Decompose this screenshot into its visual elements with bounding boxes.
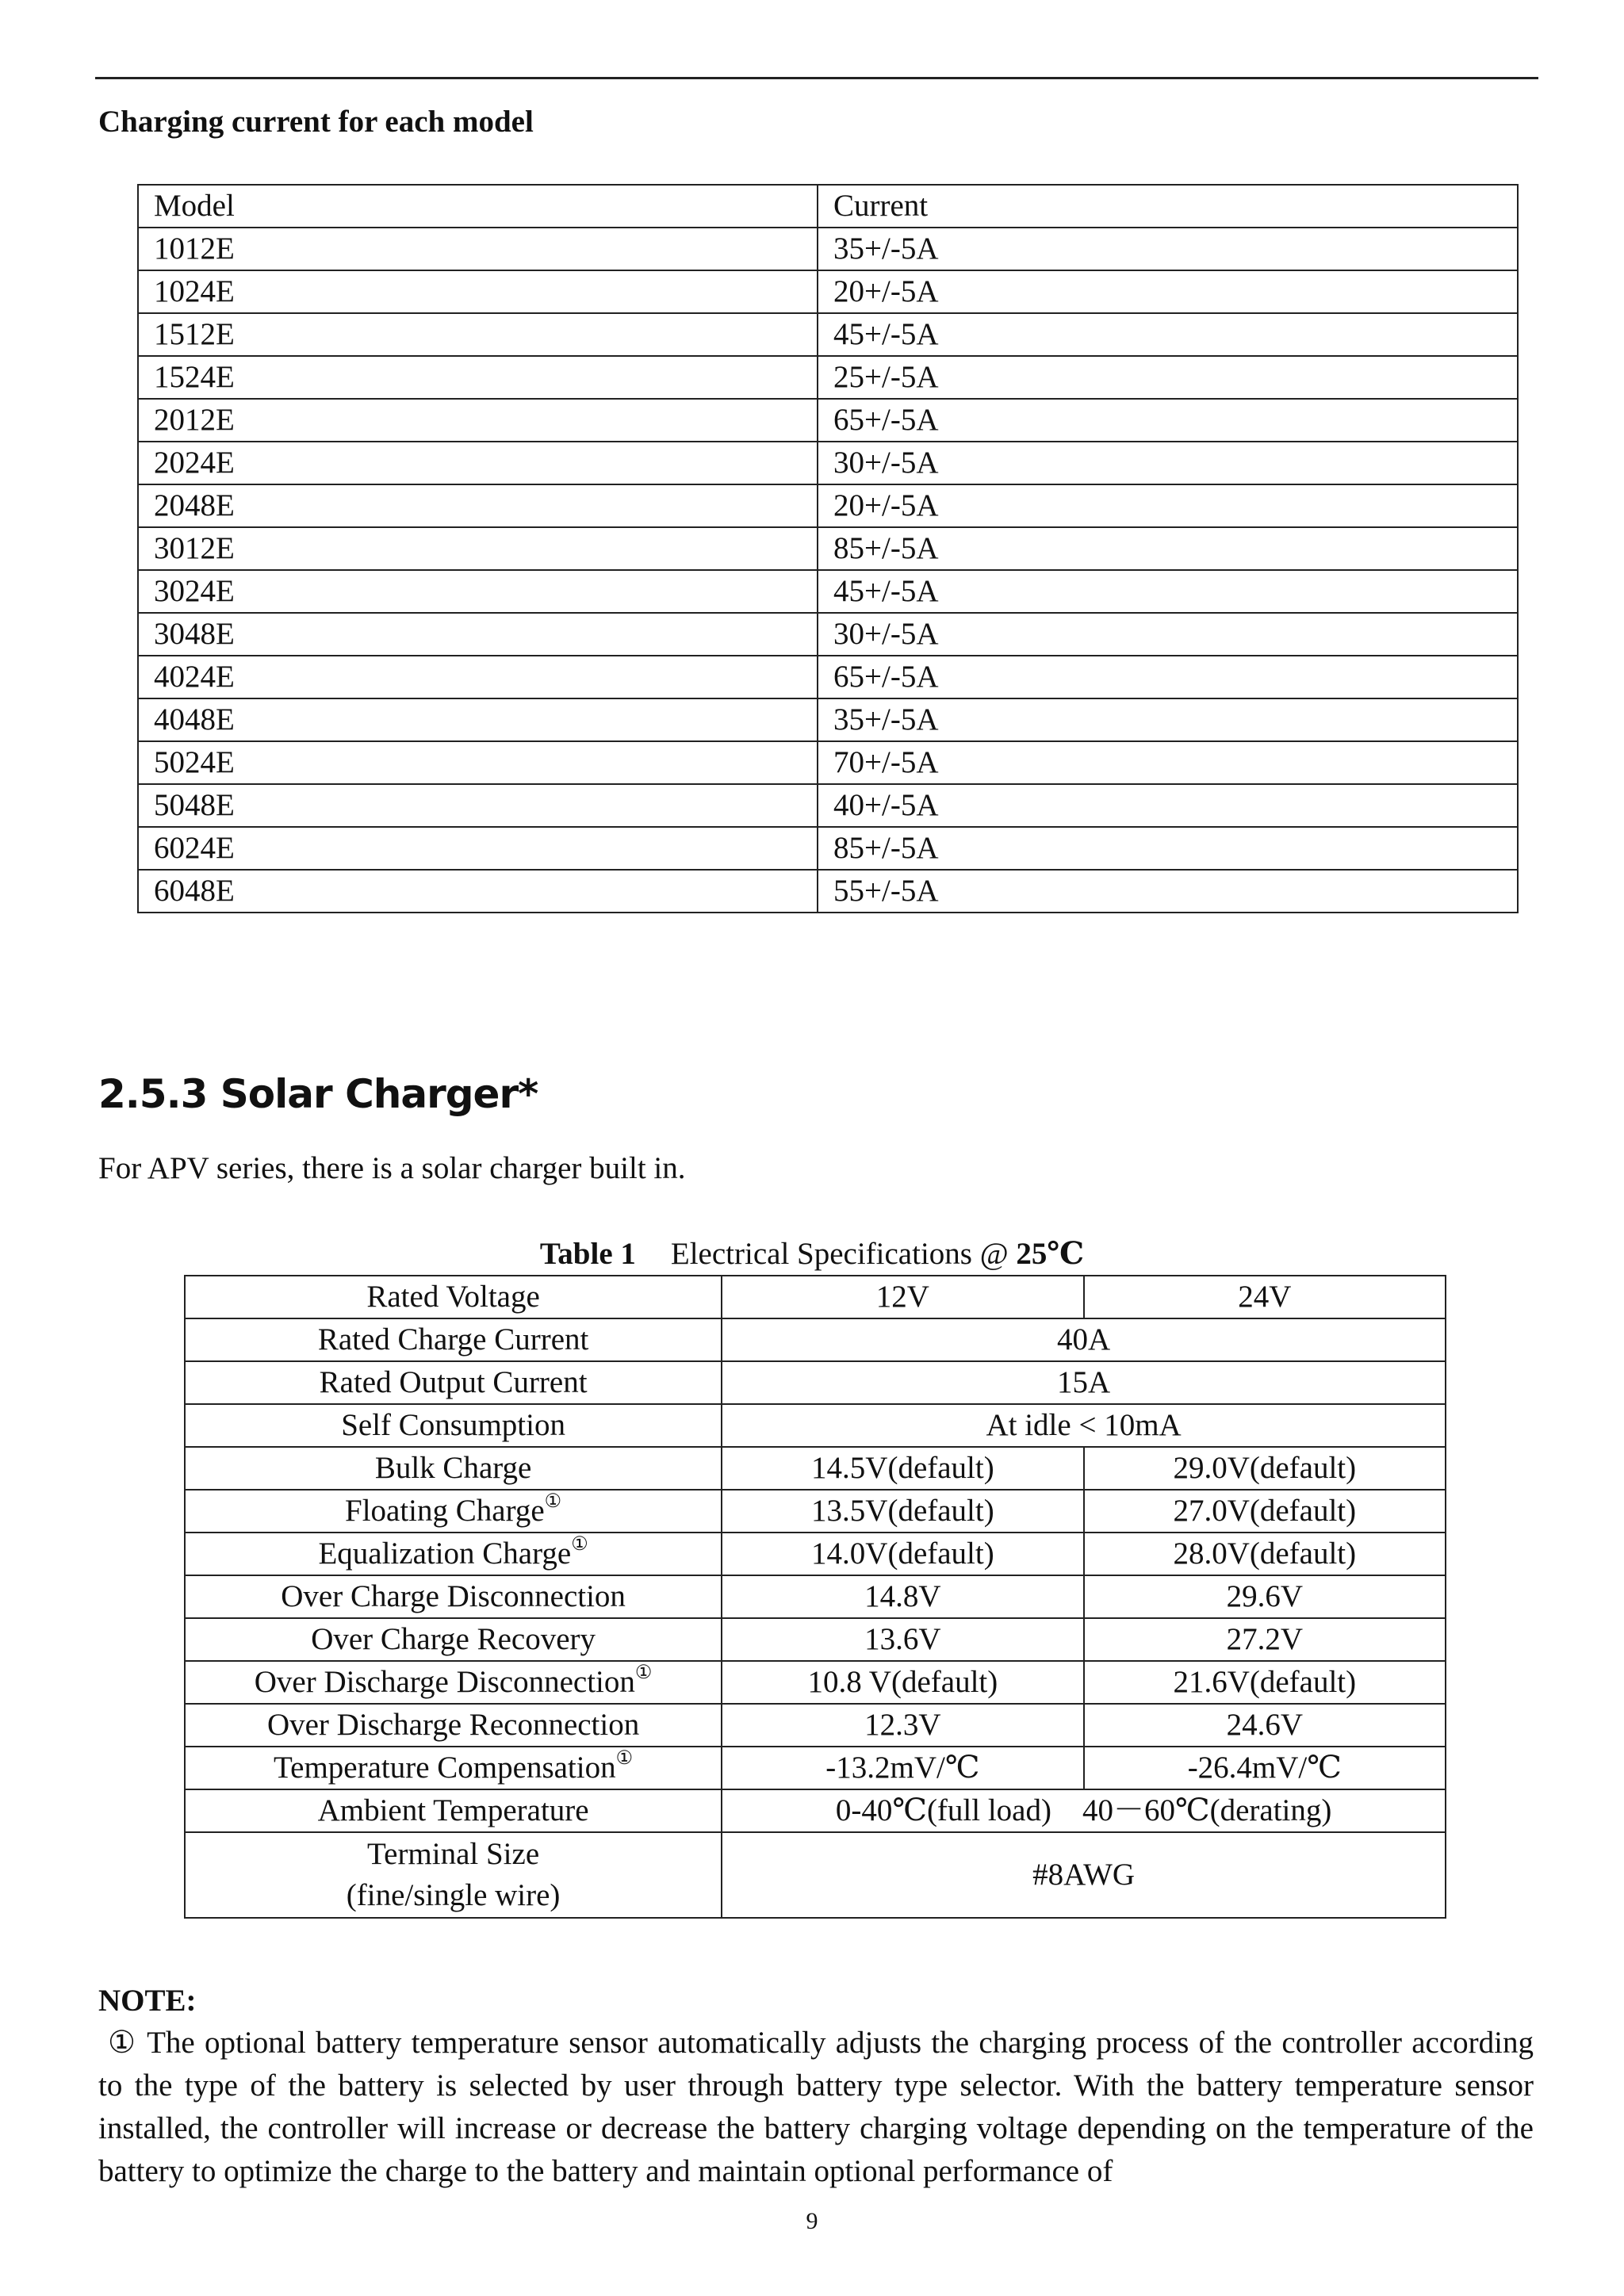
spec-param: Rated Output Current [185, 1361, 722, 1404]
table-row [185, 1661, 1446, 1704]
spec-value: 15A [722, 1361, 1446, 1404]
spec-value-12v: 14.5V(default) [722, 1447, 1083, 1490]
electrical-specifications-table [184, 1275, 1446, 1919]
table-row [138, 570, 1518, 613]
current-cell: 25+/-5A [818, 356, 1518, 399]
model-cell: 3024E [138, 570, 818, 613]
model-cell: 2024E [138, 442, 818, 484]
table-row [185, 1832, 1446, 1918]
spec-value-24v: -26.4mV/℃ [1084, 1747, 1446, 1789]
spec-value-12v: 14.0V(default) [722, 1533, 1083, 1575]
model-cell: 6048E [138, 870, 818, 913]
table-row [185, 1447, 1446, 1490]
table-row [185, 1361, 1446, 1404]
table-row [138, 228, 1518, 270]
table-caption-text: Electrical Specifications @ [670, 1237, 1017, 1271]
spec-value: 40A [722, 1318, 1446, 1361]
model-cell: 5024E [138, 741, 818, 784]
table-caption-label: Table 1 [539, 1237, 636, 1271]
table-row [185, 1276, 1446, 1318]
table-row [138, 613, 1518, 656]
table-row [185, 1404, 1446, 1447]
current-cell: 35+/-5A [818, 228, 1518, 270]
table-caption-temp: 25℃ [1016, 1237, 1085, 1271]
current-cell: 20+/-5A [818, 484, 1518, 527]
charging-current-heading: Charging current for each model [98, 105, 534, 139]
spec-param: Self Consumption [185, 1404, 722, 1447]
current-cell: 85+/-5A [818, 827, 1518, 870]
spec-value-12v: 13.5V(default) [722, 1490, 1083, 1533]
model-cell: 4024E [138, 656, 818, 698]
model-cell: 1512E [138, 313, 818, 356]
model-cell: 2012E [138, 399, 818, 442]
table-row [138, 784, 1518, 827]
footnote-marker: ① [634, 1663, 653, 1683]
table-row [138, 698, 1518, 741]
spec-param: Ambient Temperature [185, 1789, 722, 1832]
spec-param [185, 1490, 722, 1533]
table-row [138, 399, 1518, 442]
table-header-row [138, 185, 1518, 228]
spec-param [185, 1533, 722, 1575]
spec-value-12v: -13.2mV/℃ [722, 1747, 1083, 1789]
current-cell: 65+/-5A [818, 399, 1518, 442]
current-cell: 55+/-5A [818, 870, 1518, 913]
spec-param [185, 1661, 722, 1704]
spec-param-text: Over Discharge Disconnection [254, 1665, 635, 1699]
table-row [185, 1575, 1446, 1618]
footnote-marker: ① [615, 1748, 634, 1769]
section-title: 2.5.3 Solar Charger* [98, 1071, 538, 1117]
spec-param: Over Charge Disconnection [185, 1575, 722, 1618]
spec-value-24v: 28.0V(default) [1084, 1533, 1446, 1575]
spec-value-24v: 27.0V(default) [1084, 1490, 1446, 1533]
note-paragraph [98, 2022, 1534, 2193]
note-title: NOTE: [98, 1984, 197, 2018]
model-cell: 2048E [138, 484, 818, 527]
spec-value-12v: 12V [722, 1276, 1083, 1318]
current-cell: 70+/-5A [818, 741, 1518, 784]
spec-value: #8AWG [722, 1832, 1446, 1918]
table-row [185, 1533, 1446, 1575]
spec-param [185, 1747, 722, 1789]
spec-param-text: Equalization Charge [318, 1536, 572, 1571]
spec-value-24v: 24V [1084, 1276, 1446, 1318]
model-cell: 3012E [138, 527, 818, 570]
current-cell: 30+/-5A [818, 442, 1518, 484]
current-cell: 35+/-5A [818, 698, 1518, 741]
model-cell: 4048E [138, 698, 818, 741]
current-cell: 45+/-5A [818, 570, 1518, 613]
table-row [138, 870, 1518, 913]
current-cell: 85+/-5A [818, 527, 1518, 570]
current-cell: 30+/-5A [818, 613, 1518, 656]
footnote-marker: ① [544, 1491, 562, 1512]
spec-value-12v: 14.8V [722, 1575, 1083, 1618]
table-row [185, 1789, 1446, 1832]
spec-value-12v: 12.3V [722, 1704, 1083, 1747]
spec-param: Rated Charge Current [185, 1318, 722, 1361]
note-marker: ① [108, 2026, 138, 2060]
table-row [138, 313, 1518, 356]
current-cell: 65+/-5A [818, 656, 1518, 698]
spec-param: Rated Voltage [185, 1276, 722, 1318]
page-number: 9 [806, 2208, 818, 2234]
model-cell: 1524E [138, 356, 818, 399]
spec-value: 0-40℃(full load) 40－60℃(derating) [722, 1789, 1446, 1832]
spec-param: Over Discharge Reconnection [185, 1704, 722, 1747]
charging-current-table [137, 184, 1519, 913]
table-row [138, 656, 1518, 698]
model-cell: 6024E [138, 827, 818, 870]
table-row [138, 442, 1518, 484]
table-row [185, 1704, 1446, 1747]
note-text: The optional battery temperature sensor automatically adjusts the charging process of the controller according to the type of the battery is selected by user through battery type selector. With the battery temperature sensor installed, the controller will increase or decrease the battery charging voltage depending on the temperature of the battery to optimize the charge to the battery and maintain optional performance of [98, 2026, 1534, 2188]
table-row [138, 270, 1518, 313]
spec-param: Over Charge Recovery [185, 1618, 722, 1661]
column-header-current: Current [818, 185, 1518, 228]
footnote-marker: ① [571, 1534, 588, 1555]
table-row [185, 1318, 1446, 1361]
spec-value-24v: 21.6V(default) [1084, 1661, 1446, 1704]
spec-value-12v: 13.6V [722, 1618, 1083, 1661]
table-row [138, 827, 1518, 870]
model-cell: 1024E [138, 270, 818, 313]
spec-value-24v: 29.6V [1084, 1575, 1446, 1618]
spec-value-24v: 27.2V [1084, 1618, 1446, 1661]
current-cell: 20+/-5A [818, 270, 1518, 313]
column-header-model: Model [138, 185, 818, 228]
spec-param [185, 1832, 722, 1918]
table-row [138, 741, 1518, 784]
model-cell: 1012E [138, 228, 818, 270]
spec-value-24v: 29.0V(default) [1084, 1447, 1446, 1490]
intro-paragraph: For APV series, there is a solar charger built in. [98, 1151, 686, 1185]
table-caption [0, 1232, 1624, 1276]
spec-param-line2: (fine/single wire) [346, 1878, 561, 1912]
spec-value-24v: 24.6V [1084, 1704, 1446, 1747]
spec-value-12v: 10.8 V(default) [722, 1661, 1083, 1704]
table-row [185, 1618, 1446, 1661]
table-row [138, 484, 1518, 527]
spec-param-line1: Terminal Size [367, 1837, 540, 1871]
model-cell: 3048E [138, 613, 818, 656]
spec-param-text: Temperature Compensation [274, 1751, 616, 1785]
spec-param-text: Floating Charge [345, 1494, 545, 1528]
spec-value: At idle < 10mA [722, 1404, 1446, 1447]
table-row [185, 1490, 1446, 1533]
table-row [185, 1747, 1446, 1789]
current-cell: 45+/-5A [818, 313, 1518, 356]
table-row [138, 527, 1518, 570]
model-cell: 5048E [138, 784, 818, 827]
spec-param: Bulk Charge [185, 1447, 722, 1490]
current-cell: 40+/-5A [818, 784, 1518, 827]
table-row [138, 356, 1518, 399]
header-rule [95, 77, 1538, 79]
